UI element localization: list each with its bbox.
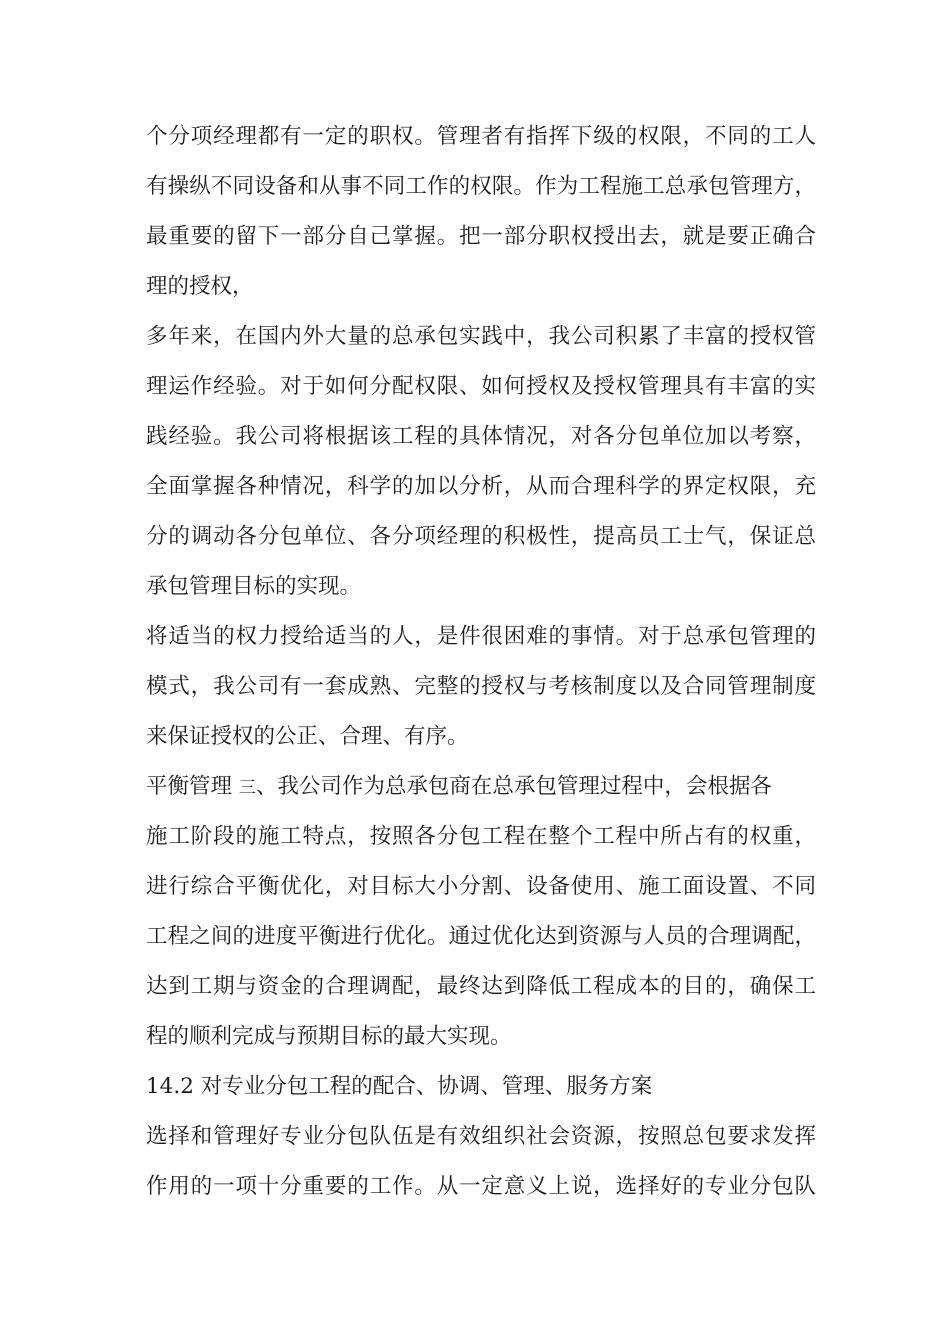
text-line: 作用的一项十分重要的工作。从一定意义上说，选择好的专业分包队 bbox=[146, 1174, 816, 1199]
text-line: 施工阶段的施工特点，按照各分包工程在整个工程中所占有的权重， bbox=[146, 824, 816, 849]
text-line: 理运作经验。对于如何分配权限、如何授权及授权管理具有丰富的实 bbox=[146, 374, 816, 399]
text-line: 理的授权， bbox=[146, 274, 254, 299]
text-line: 践经验。我公司将根据该工程的具体情况，对各分包单位加以考察， bbox=[146, 424, 816, 449]
section-heading: 14.2 对专业分包工程的配合、协调、管理、服务方案 bbox=[146, 1074, 653, 1099]
text-line: 选择和管理好专业分包队伍是有效组织社会资源，按照总包要求发挥 bbox=[146, 1124, 816, 1149]
paragraph-delegation bbox=[146, 612, 816, 762]
paragraph-subcontract bbox=[146, 1112, 816, 1212]
text-line: 来保证授权的公正、合理、有序。 bbox=[146, 724, 469, 749]
paragraph-authority bbox=[146, 112, 816, 312]
text-line: 有操纵不同设备和从事不同工作的权限。作为工程施工总承包管理方， bbox=[146, 174, 816, 199]
text-line: 达到工期与资金的合理调配，最终达到降低工程成本的目的，确保工 bbox=[146, 974, 816, 999]
text-line: 工程之间的进度平衡进行优化。通过优化达到资源与人员的合理调配， bbox=[146, 924, 816, 949]
text-line-rest: 、我公司作为总承包商在总承包管理过程中，会根据各 bbox=[255, 774, 772, 799]
text-line: 最重要的留下一部分自己掌握。把一部分职权授出去，就是要正确合 bbox=[146, 224, 816, 249]
text-line: 个分项经理都有一定的职权。管理者有指挥下级的权限，不同的工人 bbox=[146, 124, 816, 149]
text-line: 模式，我公司有一套成熟、完整的授权与考核制度以及合同管理制度 bbox=[146, 674, 816, 699]
text-line: 承包管理目标的实现。 bbox=[146, 574, 362, 599]
text-line bbox=[146, 762, 816, 812]
paragraph-balance-management bbox=[146, 762, 816, 1062]
text-line: 全面掌握各种情况，科学的加以分析，从而合理科学的界定权限，充 bbox=[146, 474, 816, 499]
text-line: 分的调动各分包单位、各分项经理的积极性，提高员工士气，保证总 bbox=[146, 524, 816, 549]
text-line: 多年来，在国内外大量的总承包实践中，我公司积累了丰富的授权管 bbox=[146, 324, 816, 349]
paragraph-experience bbox=[146, 312, 816, 612]
text-line: 进行综合平衡优化，对目标大小分割、设备使用、施工面设置、不同 bbox=[146, 874, 816, 899]
text-line: 程的顺利完成与预期目标的最大实现。 bbox=[146, 1024, 512, 1049]
document-page bbox=[146, 112, 816, 1212]
section-number: 三 bbox=[238, 778, 256, 798]
section-lead: 平衡管理 bbox=[146, 774, 239, 799]
section-heading-14-2 bbox=[146, 1062, 816, 1112]
text-line: 将适当的权力授给适当的人，是件很困难的事情。对于总承包管理的 bbox=[146, 624, 816, 649]
